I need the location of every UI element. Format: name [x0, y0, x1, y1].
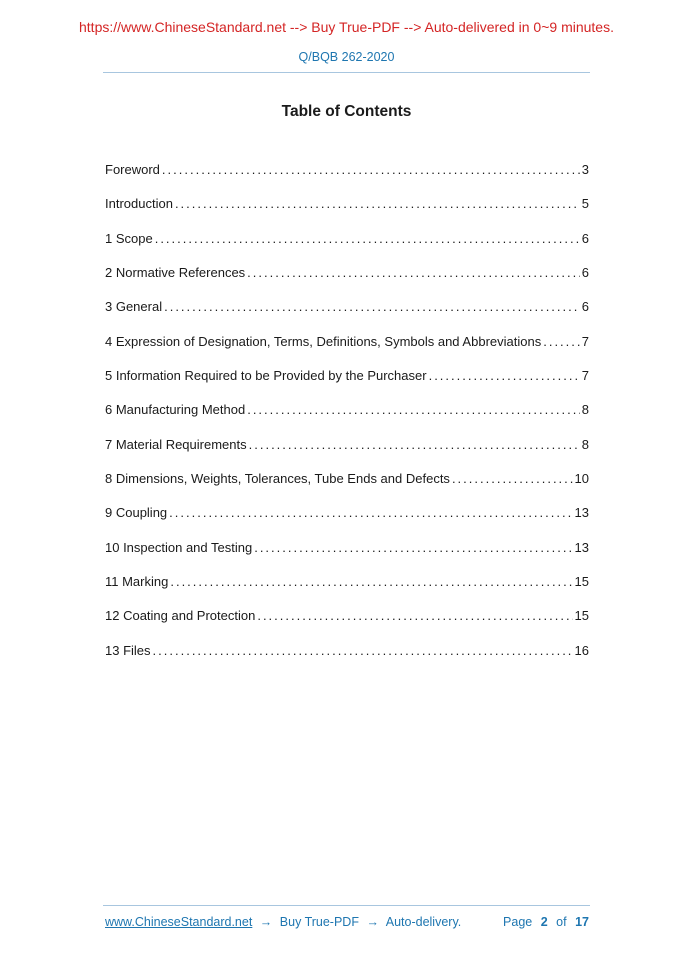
toc-entry-page: 6 [581, 299, 589, 315]
toc-entry-label: 7 Material Requirements [105, 436, 247, 452]
toc-entry-label: 2 Normative References [105, 264, 246, 280]
toc-entry-page: 3 [581, 162, 589, 177]
standard-code: Q/BQB 262-2020 [298, 50, 395, 64]
dot-leader [257, 599, 572, 633]
toc-entry-page: 6 [581, 264, 589, 280]
toc-entry [105, 496, 589, 530]
toc-entry [105, 359, 589, 393]
toc-entry-page: 16 [574, 642, 589, 658]
page-current: 2 [540, 915, 548, 929]
dot-leader [155, 222, 580, 256]
toc-entry-page: 15 [574, 608, 589, 624]
toc-entry [105, 599, 589, 633]
footer-promo [105, 913, 461, 931]
toc-entry [105, 462, 589, 496]
toc-entry-label: Introduction [105, 196, 173, 212]
toc-entry-label: 5 Information Required to be Provided by the Purchaser [105, 367, 427, 383]
toc-entry-label: 1 Scope [105, 230, 153, 246]
toc-entry [105, 428, 589, 462]
page-label: Page [503, 915, 533, 929]
dot-leader [429, 359, 580, 393]
toc-entry-label: 13 Files [105, 642, 151, 658]
dot-leader [153, 634, 573, 668]
toc-entry-page: 8 [581, 436, 589, 452]
header-divider [103, 72, 590, 73]
toc-entry-label: Foreword [105, 162, 160, 177]
toc-list [105, 153, 589, 668]
toc-entry-page: 10 [574, 470, 589, 486]
footer-divider [103, 905, 590, 906]
toc-entry-label: 4 Expression of Designation, Terms, Definitions, Symbols and Abbreviations [105, 333, 542, 349]
toc-entry-label: 10 Inspection and Testing [105, 539, 253, 555]
toc-entry-page: 7 [581, 333, 589, 349]
toc-entry [105, 565, 589, 599]
toc-entry-label: 11 Marking [105, 573, 169, 589]
toc-entry [105, 325, 589, 359]
toc-entry-page: 13 [574, 539, 589, 555]
toc-entry-page: 8 [581, 402, 589, 418]
dot-leader [543, 325, 580, 359]
toc-entry [105, 187, 589, 221]
toc-entry [105, 531, 589, 565]
page-title: Table of Contents [281, 103, 412, 120]
footer-delivery-text: Auto-delivery. [385, 915, 462, 929]
dot-leader [249, 428, 580, 462]
dot-leader [164, 290, 580, 324]
toc-entry [105, 290, 589, 324]
toc-entry-label: 12 Coating and Protection [105, 608, 256, 624]
page-indicator [503, 913, 589, 931]
dot-leader [247, 393, 580, 427]
right-arrow-icon: → [259, 915, 273, 929]
dot-leader [452, 462, 573, 496]
toc-entry-label: 6 Manufacturing Method [105, 402, 246, 418]
toc-entry-label: 9 Coupling [105, 505, 168, 521]
page-total: 17 [575, 915, 589, 929]
dot-leader [170, 565, 572, 599]
dot-leader [175, 187, 580, 221]
toc-entry [105, 393, 589, 427]
page-of-label: of [556, 915, 567, 929]
toc-entry [105, 256, 589, 290]
toc-entry-page: 6 [581, 230, 589, 246]
dot-leader [169, 496, 572, 530]
footer-buy-text: Buy True-PDF [279, 915, 359, 929]
promo-banner-link[interactable]: https://www.ChineseStandard.net --> Buy True-PDF --> Auto-delivered in 0~9 minutes. [79, 19, 614, 35]
toc-entry-page: 15 [574, 573, 589, 589]
toc-entry [105, 222, 589, 256]
toc-entry [105, 153, 589, 187]
footer [105, 913, 589, 931]
toc-entry-label: 8 Dimensions, Weights, Tolerances, Tube Ends and Defects [105, 470, 450, 486]
toc-entry [105, 634, 589, 668]
right-arrow-icon: → [366, 915, 379, 929]
footer-site-link[interactable]: www.ChineseStandard.net [105, 915, 253, 929]
toc-entry-page: 7 [581, 367, 589, 383]
toc-entry-label: 3 General [105, 299, 163, 315]
toc-entry-page: 5 [581, 196, 589, 212]
dot-leader [247, 256, 580, 290]
dot-leader [162, 153, 580, 187]
dot-leader [254, 531, 572, 565]
toc-entry-page: 13 [574, 505, 589, 521]
